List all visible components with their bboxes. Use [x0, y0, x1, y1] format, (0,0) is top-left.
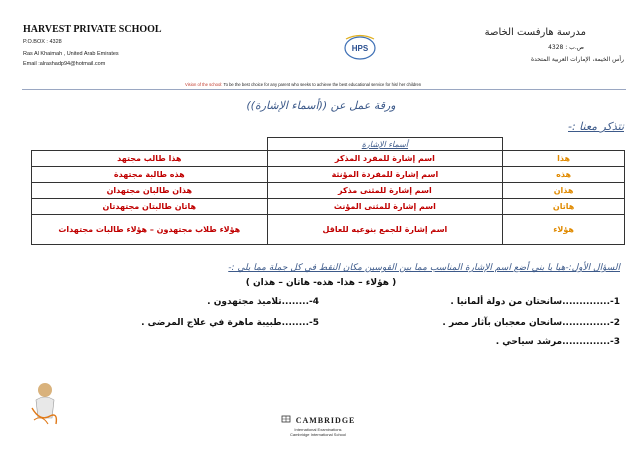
school-name-en: HARVEST PRIVATE SCHOOL	[23, 24, 162, 35]
sentence-2: 2-..............سانحان معجبان بآثار مصر .	[442, 318, 620, 328]
location-ar: رأس الخيمة، الإمارات العربية المتحدة	[531, 56, 624, 63]
demonstrative-usage: اسم إشارة للمثنى مذكر	[267, 183, 503, 199]
pobox-en: P.O.BOX : 4328	[23, 39, 62, 45]
demonstrative-name: هذه	[503, 167, 625, 183]
school-name-ar: مدرسة هارفست الخاصة	[484, 27, 586, 38]
table-row	[32, 151, 625, 167]
demonstrative-name: هؤلاء	[503, 215, 625, 245]
location-en: Ras Al Khaimah , United Arab Emirates	[23, 51, 119, 57]
sentence-3: 3-..............مرشد سياحي .	[495, 337, 620, 347]
vision-label: Vision of the school:	[185, 82, 223, 87]
table-row	[32, 183, 625, 199]
worksheet-title: ورقة عمل عن ((أسماء الإشارة))	[246, 99, 396, 112]
demonstrative-name: هذان	[503, 183, 625, 199]
question-1: السؤال الأول:-هيا يا بني أضع اسم الإشارة المناسب مما بين القوسين مكان النقط في كل جملة مما يلي :-	[228, 263, 620, 273]
remind-label: نتذكر معنا :-	[568, 120, 624, 133]
vision-text: To be the best choice for any parent who seeks to achieve the best educational service for his/ her children	[223, 82, 422, 87]
cambridge-logo	[268, 408, 368, 437]
sentence-5: 5-........طبيبة ماهرة في علاج المرضى .	[141, 318, 319, 328]
demonstrative-example: هاتان طالبتان مجتهدتان	[32, 199, 268, 215]
demonstrative-example: هذان طالبان مجتهدان	[32, 183, 268, 199]
sentence-4: 4-........تلاميذ مجتهدون .	[207, 297, 319, 307]
demonstrative-example: هذا طالب مجتهد	[32, 151, 268, 167]
demonstrative-usage: اسم إشارة للمثنى المؤنث	[267, 199, 503, 215]
table-row	[32, 167, 625, 183]
email-en: Email :alrashadp94@hotmail.com	[23, 61, 106, 67]
word-bank: ( هؤلاء – هذا- هذه- هاتان – هذان )	[245, 278, 397, 288]
demonstrative-usage: اسم إشارة للجمع بنوعيه للعاقل	[267, 215, 503, 245]
school-logo	[338, 30, 382, 66]
cambridge-word: CAMBRIDGE	[295, 416, 356, 425]
cambridge-sub2: Cambridge International School	[289, 432, 347, 437]
pobox-ar: ص.ب : 4328	[548, 44, 584, 51]
demonstrative-example: هذه طالبة مجتهدة	[32, 167, 268, 183]
signature-stamp-icon	[30, 378, 60, 430]
table-header: أسماء الإشارة	[267, 138, 503, 151]
demonstrative-name: هذا	[503, 151, 625, 167]
demonstrative-usage: اسم إشارة للمفردة المؤنثة	[267, 167, 503, 183]
sentence-1: 1-..............سانحتان من دولة ألمانيا .	[450, 297, 620, 307]
table-row	[32, 199, 625, 215]
demonstrative-usage: اسم إشارة للمفرد المذكر	[267, 151, 503, 167]
logo-text: HPS	[351, 44, 369, 53]
vision-line	[185, 82, 421, 87]
cambridge-crest-icon	[281, 415, 291, 423]
cambridge-sub1: International Examinations	[294, 427, 342, 432]
header-divider	[22, 89, 626, 90]
demonstrative-example: هؤلاء طلاب مجتهدون – هؤلاء طالبات مجتهدات	[32, 215, 268, 245]
demonstrative-name: هاتان	[503, 199, 625, 215]
demonstratives-table	[31, 137, 625, 245]
table-header-row	[32, 138, 625, 151]
table-row	[32, 215, 625, 245]
